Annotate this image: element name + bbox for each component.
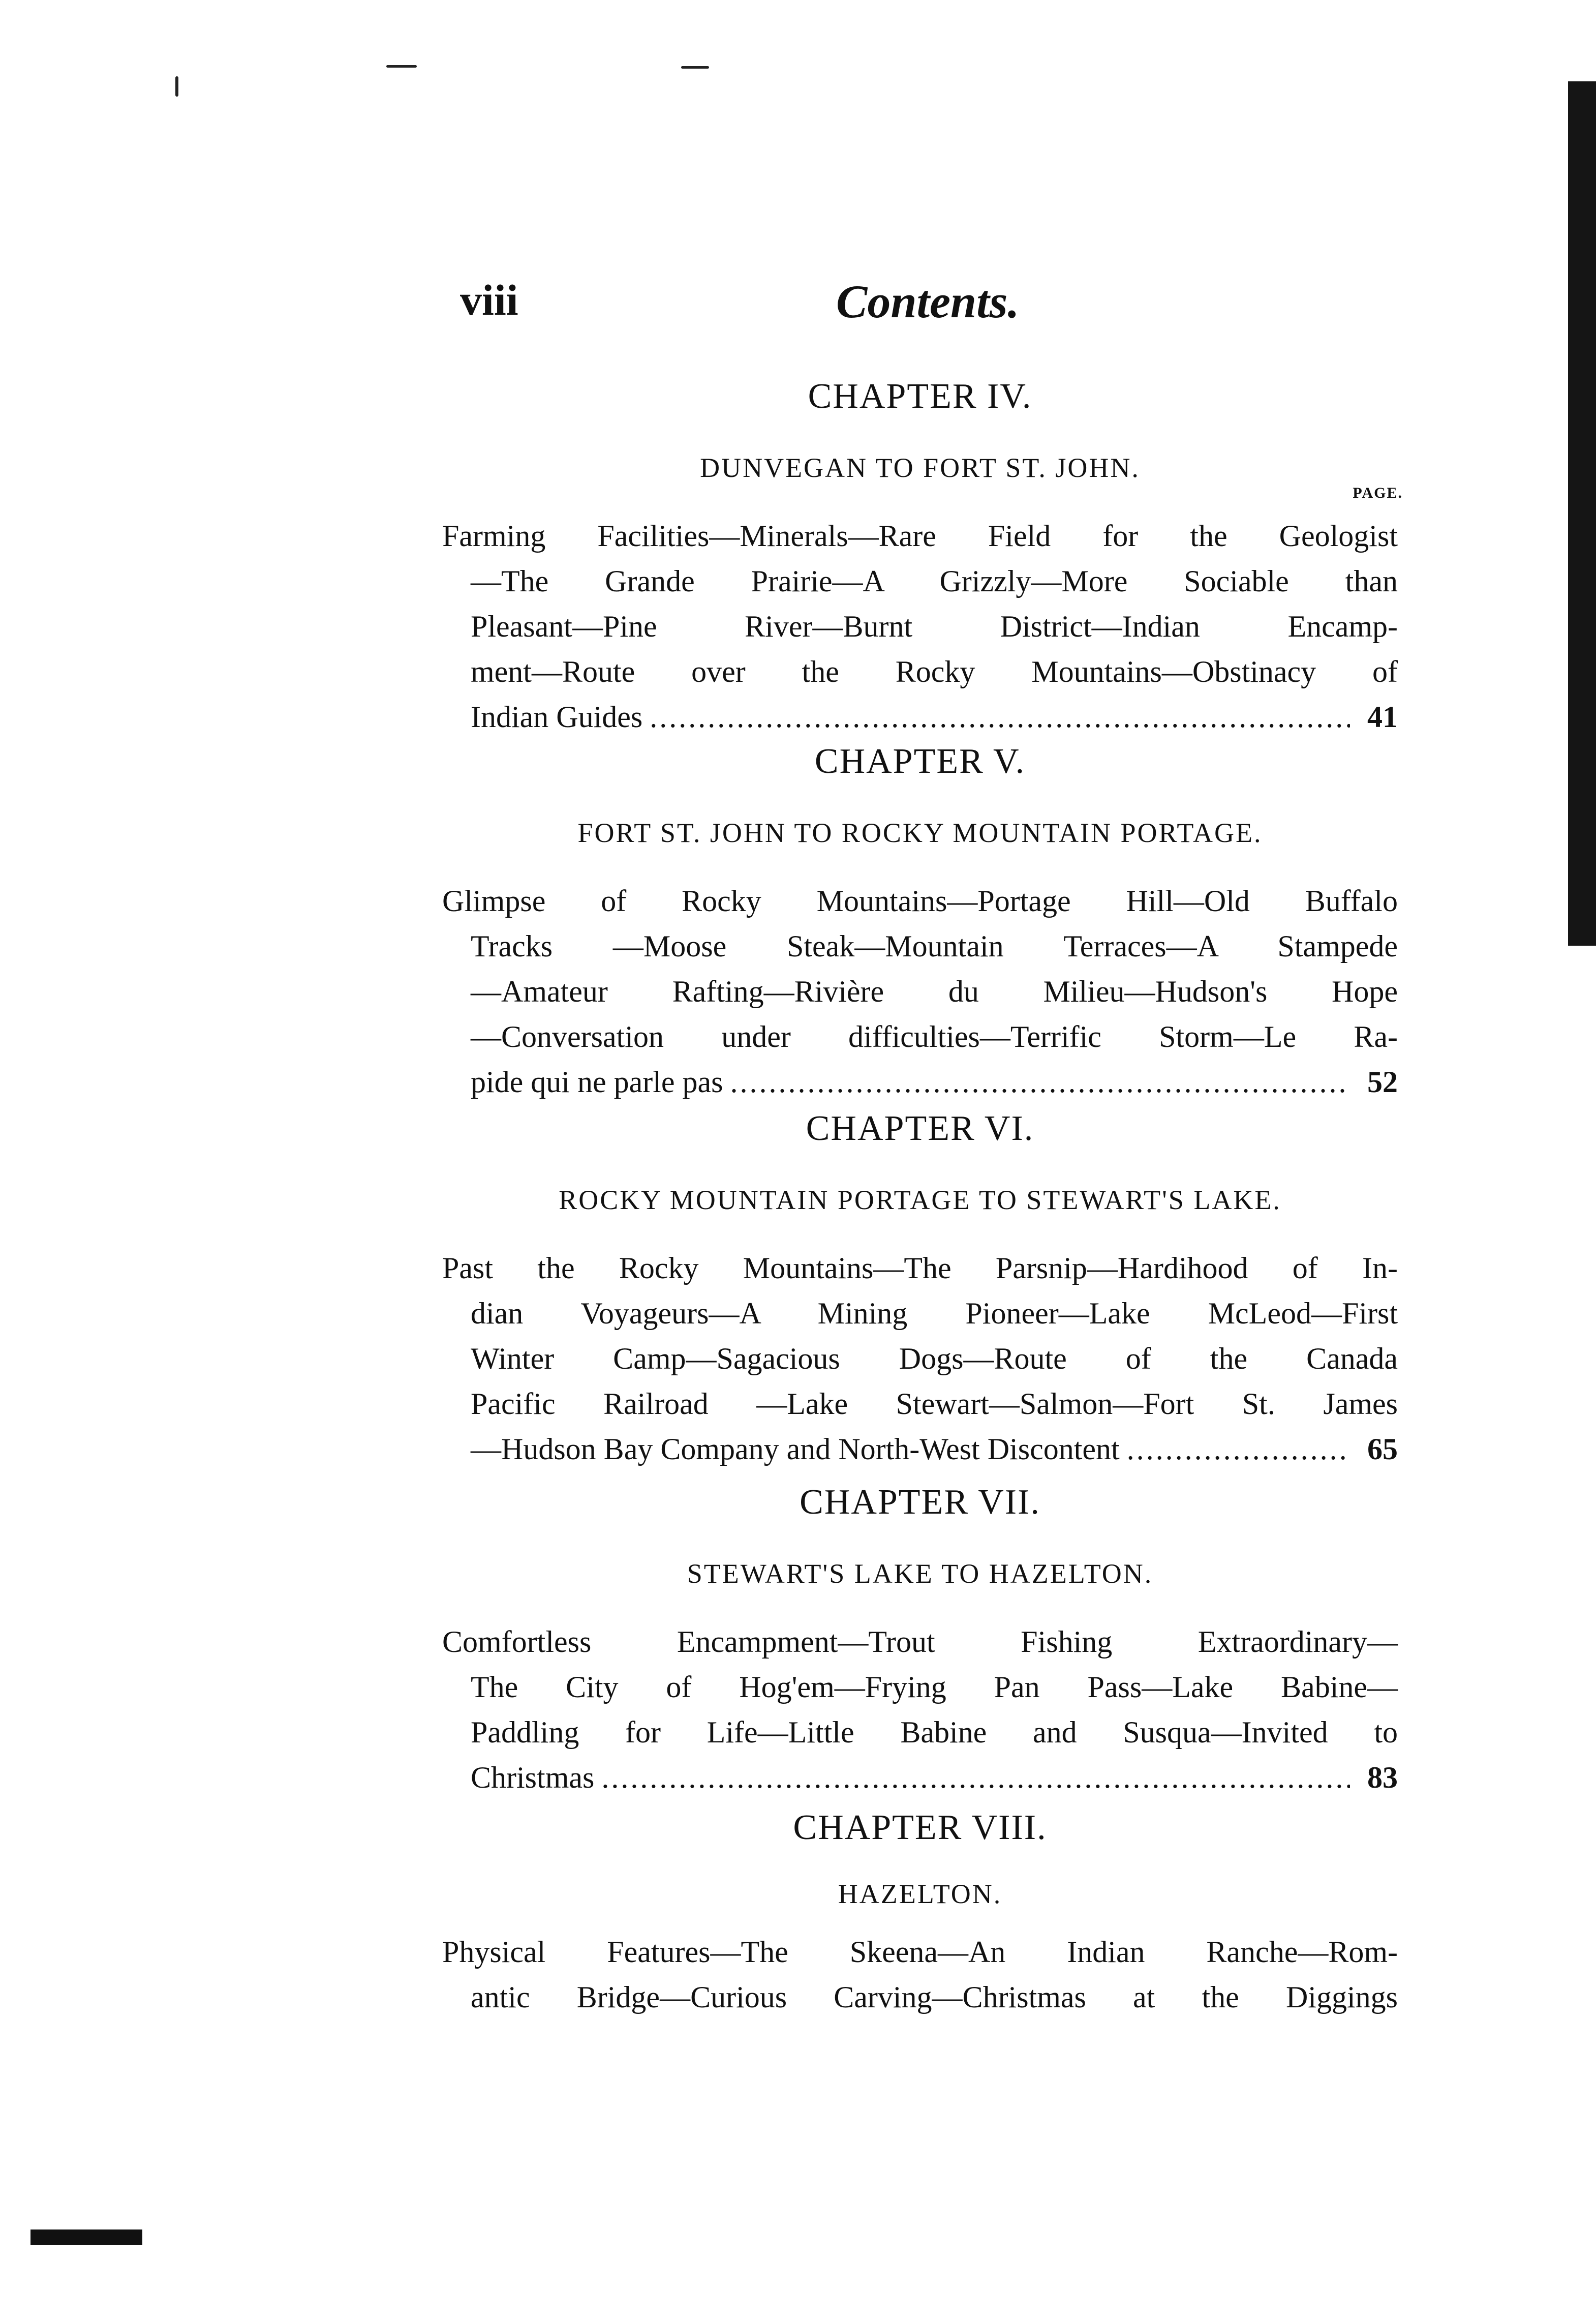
page-number: 52 xyxy=(1367,1065,1398,1099)
summary-line: Pacific Railroad —Lake Stewart—Salmon—Fort St. James xyxy=(471,1387,1398,1421)
chapter-heading: CHAPTER V. xyxy=(814,742,1026,781)
chapter-subheading: DUNVEGAN TO FORT ST. JOHN. xyxy=(700,453,1140,483)
chapter-summary xyxy=(442,1246,1398,1472)
summary-line: ment—Route over the Rocky Mountains—Obstinacy of xyxy=(471,655,1398,688)
scan-corner-mark xyxy=(30,2229,142,2245)
chapter-subheading: STEWART'S LAKE TO HAZELTON. xyxy=(687,1558,1153,1589)
summary-line: Christmas xyxy=(471,1761,595,1794)
summary-last-line xyxy=(442,1755,1398,1800)
summary-line: Glimpse of Rocky Mountains—Portage Hill—Old Buffalo xyxy=(442,884,1398,918)
dot-leader xyxy=(1127,1427,1350,1472)
folio-number: viii xyxy=(460,276,518,324)
summary-line: Comfortless Encampment—Trout Fishing Extraordinary— xyxy=(442,1625,1398,1659)
scan-edge-shadow xyxy=(1568,81,1596,946)
chapter-summary xyxy=(442,514,1398,740)
scan-speck xyxy=(386,65,417,68)
page-number: 65 xyxy=(1367,1432,1398,1466)
summary-line: Past the Rocky Mountains—The Parsnip—Hardihood of In- xyxy=(442,1251,1398,1285)
chapter-heading: CHAPTER VII. xyxy=(800,1483,1040,1522)
dot-leader xyxy=(601,1755,1350,1800)
chapter-subheading: HAZELTON. xyxy=(838,1879,1002,1909)
dot-leader xyxy=(730,1060,1351,1105)
summary-line: Physical Features—The Skeena—An Indian Ranche—Rom- xyxy=(442,1935,1398,1969)
summary-line: Tracks —Moose Steak—Mountain Terraces—A Stampede xyxy=(471,929,1398,963)
summary-line: Indian Guides xyxy=(471,700,643,734)
summary-line: Winter Camp—Sagacious Dogs—Route of the Canada xyxy=(471,1342,1398,1375)
summary-line: Farming Facilities—Minerals—Rare Field for the Geologist xyxy=(442,519,1398,553)
chapter-entry xyxy=(442,1108,1398,1472)
summary-line: dian Voyageurs—A Mining Pioneer—Lake McLeod—First xyxy=(471,1297,1398,1330)
chapter-entry xyxy=(442,741,1398,1105)
chapter-entry xyxy=(442,376,1403,740)
chapter-heading: CHAPTER IV. xyxy=(808,377,1032,416)
summary-line: pide qui ne parle pas xyxy=(471,1065,723,1099)
page-number: 41 xyxy=(1367,700,1398,734)
chapter-summary xyxy=(442,1619,1398,1800)
chapter-entry xyxy=(442,1807,1398,2020)
dot-leader xyxy=(650,695,1350,740)
scan-speck xyxy=(681,66,709,69)
summary-line: antic Bridge—Curious Carving—Christmas at the Diggings xyxy=(471,1980,1398,2014)
chapter-summary xyxy=(442,879,1398,1105)
summary-line: —Conversation under difficulties—Terrific Storm—Le Ra- xyxy=(471,1020,1398,1053)
chapter-entry xyxy=(442,1482,1398,1800)
summary-line: —Hudson Bay Company and North-West Discontent xyxy=(471,1432,1120,1466)
summary-line: Pleasant—Pine River—Burnt District—Indian Encamp- xyxy=(471,610,1398,643)
chapter-subheading: FORT ST. JOHN TO ROCKY MOUNTAIN PORTAGE. xyxy=(577,818,1263,848)
chapter-subheading: ROCKY MOUNTAIN PORTAGE TO STEWART'S LAKE. xyxy=(559,1185,1281,1215)
running-title: Contents. xyxy=(836,276,1020,327)
summary-line: —The Grande Prairie—A Grizzly—More Sociable than xyxy=(471,564,1398,598)
summary-line: —Amateur Rafting—Rivière du Milieu—Hudson's Hope xyxy=(471,975,1398,1008)
summary-last-line xyxy=(442,1427,1398,1472)
summary-last-line xyxy=(442,695,1398,740)
page-column-label: PAGE. xyxy=(1353,485,1403,501)
summary-line: The City of Hog'em—Frying Pan Pass—Lake Babine— xyxy=(471,1670,1398,1704)
running-header xyxy=(460,275,1390,330)
summary-line: Paddling for Life—Little Babine and Susqua—Invited to xyxy=(471,1715,1398,1749)
chapter-heading: CHAPTER VIII. xyxy=(793,1808,1047,1847)
chapter-heading: CHAPTER VI. xyxy=(806,1109,1034,1148)
scan-speck xyxy=(175,76,178,97)
chapter-summary xyxy=(442,1930,1398,2020)
summary-last-line xyxy=(442,1060,1398,1105)
page-number: 83 xyxy=(1367,1761,1398,1794)
